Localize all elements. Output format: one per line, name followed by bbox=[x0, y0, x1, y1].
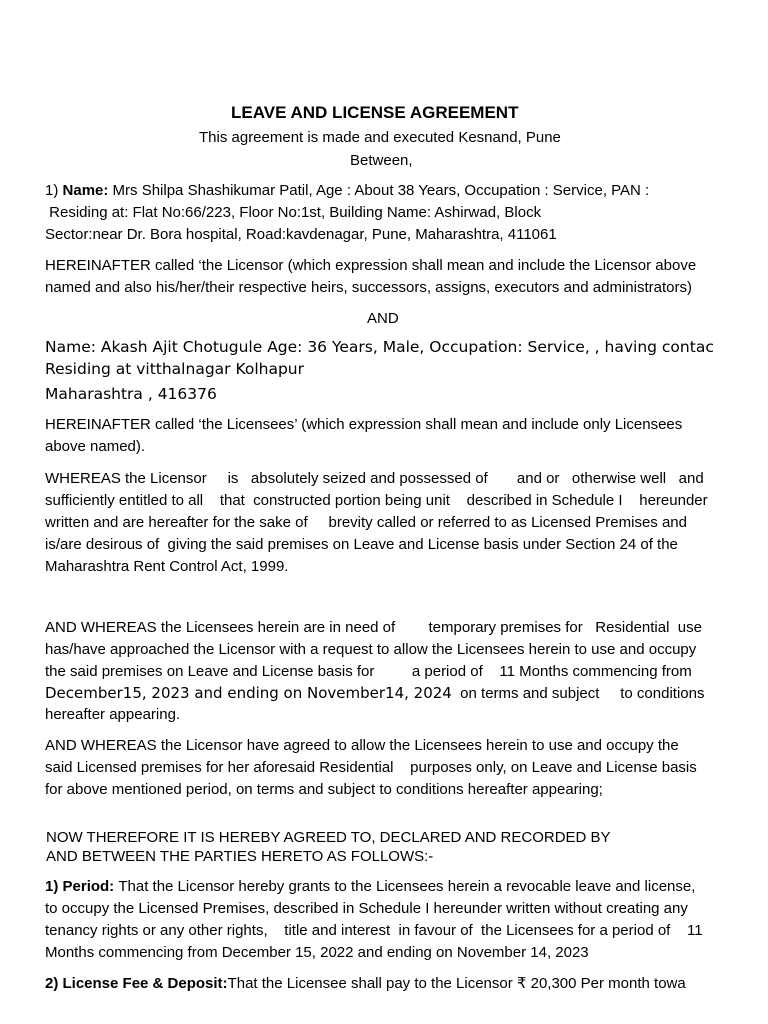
licensor-details: Mrs Shilpa Shashikumar Patil, Age : About 38 Years, Occupation : Service, PAN : bbox=[112, 182, 650, 199]
whereas-line: written and are hereafter for the sake of brevity called or referred to as Licensed Premises and bbox=[45, 514, 687, 531]
between-line: Between, bbox=[350, 152, 413, 169]
period-text: That the Licensor hereby grants to the Licensees herein a revocable leave and license, bbox=[118, 878, 696, 895]
whereas-line: sufficiently entitled to all that constructed portion being unit described in Schedule I hereunder bbox=[45, 492, 708, 509]
and-whereas-line: hereafter appearing. bbox=[45, 706, 181, 723]
licensee-address-line-2: Maharashtra , 416376 bbox=[45, 385, 217, 403]
licensor-name-line bbox=[45, 181, 649, 201]
fee-text: That the Licensee shall pay to the Licensor ₹ 20,300 Per month towa bbox=[227, 975, 686, 992]
hereinafter-licensees-line: HEREINAFTER called ‘the Licensees’ (which expression shall mean and include only Licensees bbox=[45, 416, 683, 433]
and-whereas-line: the said premises on Leave and License basis for a period of 11 Months commencing from bbox=[45, 663, 692, 680]
and-whereas-tail: on terms and subject to conditions bbox=[451, 685, 705, 702]
period-clause-line bbox=[45, 877, 695, 897]
hereinafter-licensees-line: above named). bbox=[45, 438, 146, 455]
period-clause-line: Months commencing from December 15, 2022 and ending on November 14, 2023 bbox=[45, 944, 589, 961]
period-clause-line: tenancy rights or any other rights, title and interest in favour of the Licensees for a period of 11 bbox=[45, 922, 703, 939]
whereas-line: Maharashtra Rent Control Act, 1999. bbox=[45, 558, 289, 575]
licence-dates: December15, 2023 and ending on November14, 2024 bbox=[45, 684, 452, 702]
and-whereas-line: AND WHEREAS the Licensees herein are in need of temporary premises for Residential use bbox=[45, 619, 702, 636]
fee-label: 2) License Fee & Deposit: bbox=[45, 975, 228, 992]
and-whereas-agreed-line: AND WHEREAS the Licensor have agreed to allow the Licensees herein to use and occupy the bbox=[45, 737, 679, 754]
whereas-line: WHEREAS the Licensor is absolutely seized and possessed of and or otherwise well and bbox=[45, 470, 704, 487]
whereas-line: is/are desirous of giving the said premises on Leave and License basis under Section 24 of the bbox=[45, 536, 678, 553]
licensor-number: 1) bbox=[45, 182, 63, 199]
and-whereas-agreed-line: said Licensed premises for her aforesaid Residential purposes only, on Leave and License basis bbox=[45, 759, 697, 776]
licensee-address-line: Residing at vitthalnagar Kolhapur bbox=[45, 360, 304, 378]
licensee-name-line: Name: Akash Ajit Chotugule Age: 36 Years, Male, Occupation: Service, , having contac bbox=[45, 338, 714, 356]
hereinafter-licensor-line: HEREINAFTER called ‘the Licensor (which expression shall mean and include the Licensor above bbox=[45, 257, 697, 274]
and-whereas-line: has/have approached the Licensor with a request to allow the Licensees herein to use and occupy bbox=[45, 641, 697, 658]
period-label: 1) Period: bbox=[45, 878, 119, 895]
and-separator: AND bbox=[367, 310, 399, 327]
licensor-address-line: Residing at: Flat No:66/223, Floor No:1st, Building Name: Ashirwad, Block bbox=[45, 204, 542, 221]
now-therefore-line: NOW THEREFORE IT IS HEREBY AGREED TO, DECLARED AND RECORDED BY bbox=[46, 829, 611, 846]
period-clause-line: to occupy the Licensed Premises, described in Schedule I hereunder written without creating any bbox=[45, 900, 688, 917]
licensor-address-line-2: Sector:near Dr. Bora hospital, Road:kavdenagar, Pune, Maharashtra, 411061 bbox=[45, 226, 557, 243]
intro-line: This agreement is made and executed Kesnand, Pune bbox=[199, 129, 561, 146]
hereinafter-licensor-line: named and also his/her/their respective heirs, successors, assigns, executors and administrators) bbox=[45, 279, 692, 296]
now-therefore-line: AND BETWEEN THE PARTIES HERETO AS FOLLOWS:- bbox=[46, 848, 434, 865]
and-whereas-agreed-line: for above mentioned period, on terms and subject to conditions hereafter appearing; bbox=[45, 781, 603, 798]
document-title: LEAVE AND LICENSE AGREEMENT bbox=[231, 103, 519, 122]
and-whereas-dates-line bbox=[45, 683, 704, 704]
licensor-name-label: Name: bbox=[62, 182, 113, 199]
fee-clause-line bbox=[45, 974, 686, 994]
